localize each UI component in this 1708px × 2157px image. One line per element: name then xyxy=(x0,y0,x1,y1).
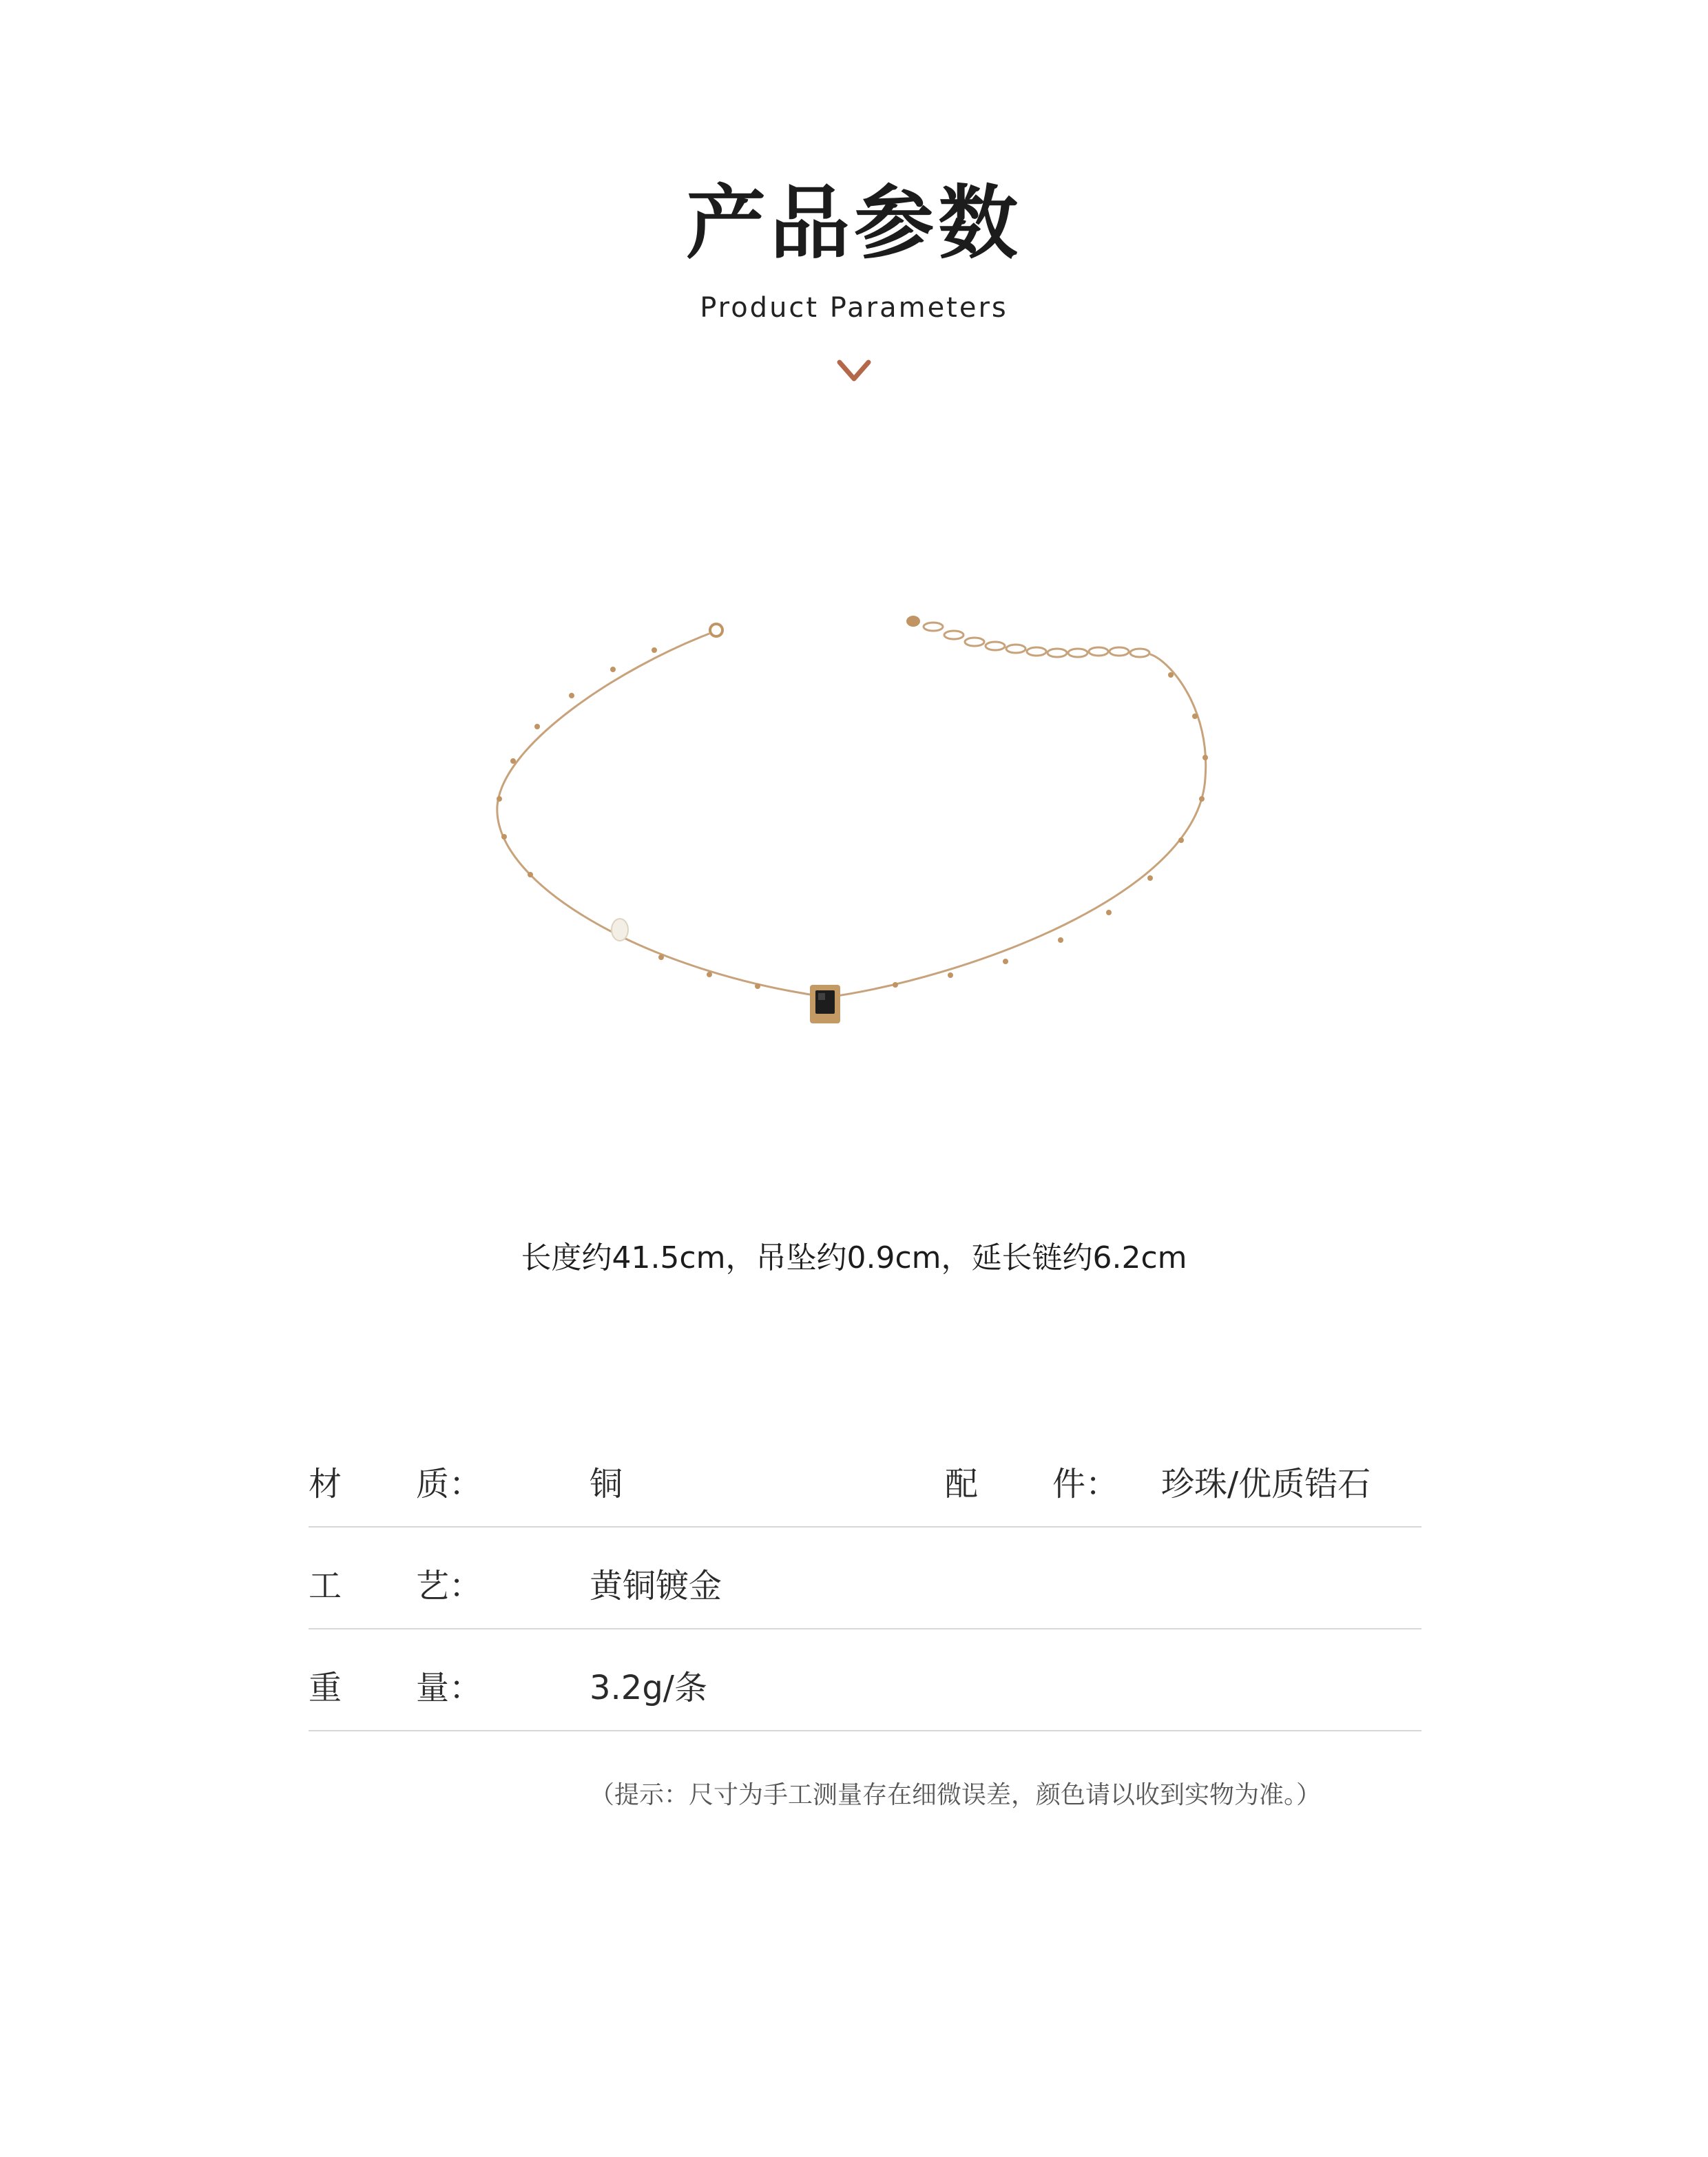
spec-value-craft: 黄铜镀金 xyxy=(590,1567,722,1605)
spec-label: 艺： xyxy=(416,1567,483,1605)
spec-row-weight xyxy=(309,1629,1421,1731)
spec-label: 重 xyxy=(309,1669,342,1707)
spec-row-material xyxy=(309,1426,1421,1528)
necklace-image xyxy=(482,592,1226,1061)
tag-disc xyxy=(906,616,920,627)
pearl xyxy=(612,919,628,941)
spec-value-weight: 3.2g/条 xyxy=(590,1669,707,1707)
spec-label: 配 xyxy=(945,1465,979,1503)
spec-row-craft xyxy=(309,1528,1421,1629)
page-title: 产品参数 xyxy=(686,177,1022,270)
disclaimer-note: （提示：尺寸为手工测量存在细微误差，颜色请以收到实物为准。） xyxy=(590,1781,1322,1809)
chain-beads xyxy=(497,647,1208,989)
spec-label: 件： xyxy=(1052,1465,1119,1503)
spec-value-material: 铜 xyxy=(590,1465,623,1503)
chevron-down-icon xyxy=(837,358,871,386)
spec-label: 材 xyxy=(309,1465,342,1503)
spec-value-accessory: 珍珠/优质锆石 xyxy=(1161,1465,1371,1503)
extension-chain xyxy=(924,623,1149,657)
clasp xyxy=(710,624,722,636)
page-subtitle: Product Parameters xyxy=(700,292,1008,324)
necklace-chain xyxy=(497,634,1206,997)
spec-label: 工 xyxy=(309,1567,342,1605)
spec-table xyxy=(309,1426,1421,1731)
pendant xyxy=(810,985,840,1023)
spec-label: 量： xyxy=(416,1669,483,1707)
spec-label: 质： xyxy=(416,1465,483,1503)
dimensions-text: 长度约41.5cm，吊坠约0.9cm，延长链约6.2cm xyxy=(521,1240,1187,1275)
